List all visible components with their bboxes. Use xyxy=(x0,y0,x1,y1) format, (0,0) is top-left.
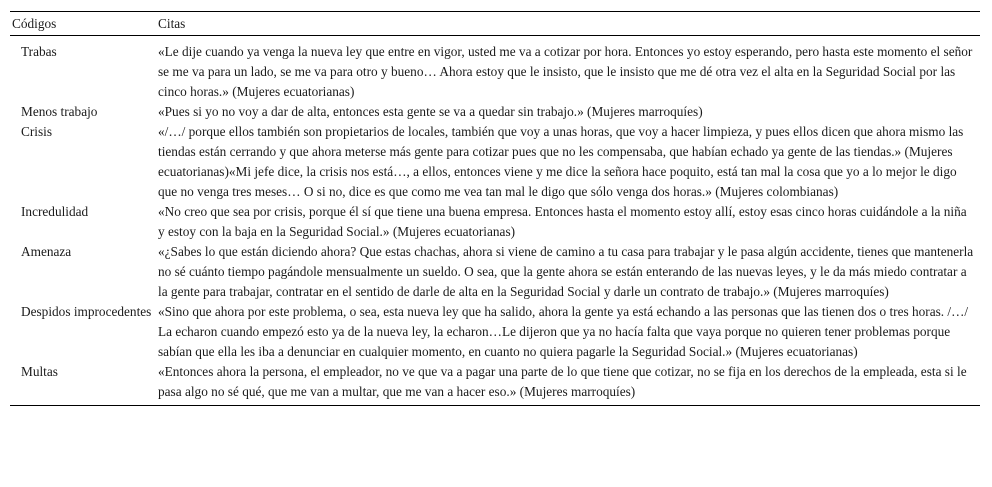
row-code: Menos trabajo xyxy=(21,104,98,119)
row-code: Incredulidad xyxy=(21,204,89,219)
row-quote: «Pues si yo no voy a dar de alta, entonces esta gente se va a quedar sin trabajo.» (Mujeres marroquíes) xyxy=(158,104,703,119)
header-codes: Códigos xyxy=(12,16,57,31)
table-header-row xyxy=(10,12,980,36)
header-quotes: Citas xyxy=(158,16,186,31)
table-row xyxy=(10,36,980,103)
row-code: Trabas xyxy=(21,44,57,59)
row-code: Multas xyxy=(10,362,156,406)
table-row xyxy=(10,302,980,362)
row-quote: «Le dije cuando ya venga la nueva ley que entre en vigor, usted me va a cotizar por hora. Entonces yo estoy esperando, pero hasta este momento el señor se me va para un lado, se me va para otro y bueno… Ahora estoy que le insisto, que le insisto que me dé otra vez el alta en la Seguridad Social por las cinco horas.» (Mujeres ecuatorianas) xyxy=(158,44,973,99)
row-quote: «No creo que sea por crisis, porque él sí que tiene una buena empresa. Entonces hasta el momento estoy allí, estoy esas cinco horas cuidándole a la niña y estoy con la baja en la Seguridad Social.» (Mujeres ecuatorianas) xyxy=(158,204,967,239)
row-quote: «Sino que ahora por este problema, o sea, esta nueva ley que ha salido, ahora la gente ya está echando a las personas que las tienen dos o tres horas. /…/ La echaron cuando empezó esto ya de la nueva ley, la echaron…Le dijeron que ya no hacía falta que vaya porque no quieren tener problemas porque sabían que ella les iba a denunciar en cualquier momento, en cuanto no quiera pagarle la Seguridad Social.» (Mujeres ecuatorianas) xyxy=(158,304,969,359)
quotes-table-container xyxy=(10,11,980,406)
row-code: Despidos improcedentes xyxy=(21,304,152,319)
row-quote: «Entonces ahora la persona, el empleador, no ve que va a pagar una parte de lo que tiene que cotizar, no se fija en los derechos de la empleada, esta si le pasa algo no sé qué, que me van a multar, que me van a hacer eso.» (Mujeres marroquíes) xyxy=(156,362,980,406)
row-code: Amenaza xyxy=(21,244,72,259)
row-code: Crisis xyxy=(21,124,53,139)
table-row xyxy=(10,362,980,406)
table-row xyxy=(10,242,980,302)
codes-quotes-table xyxy=(10,11,980,406)
table-row xyxy=(10,202,980,242)
row-quote: «¿Sabes lo que están diciendo ahora? Que estas chachas, ahora si viene de camino a tu casa para trabajar y le pasa algún accidente, tienes que mantenerla no sé cuánto tiempo pagándole mensualmente un sueldo. O sea, que la gente ahora se están enterando de las nuevas leyes, y le da más miedo contratar a la gente para trabajar, contratar en el sentido de darle de alta en la Seguridad Social y darle un contrato de trabajo.» (Mujeres marroquíes) xyxy=(158,244,974,299)
row-quote: «/…/ porque ellos también son propietarios de locales, también que voy a unas horas, que voy a hacer limpieza, y pues ellos dicen que ahora mismo las tiendas están cerrando y que ahora meterse más gente para cotizar pues que no les compensaba, que habían echado ya gente de las tiendas.» (Mujeres ecuatorianas)«Mi jefe dice, la crisis nos está…, a ellos, entonces viene y me dice la señora hace poquito, está tan mal la cosa que yo a lo mejor le digo que no venga tres meses… O si no, dice es que como me vea tan mal le digo que sólo venga dos horas.» (Mujeres colombianas) xyxy=(158,124,964,199)
table-row xyxy=(10,102,980,122)
table-row xyxy=(10,122,980,202)
